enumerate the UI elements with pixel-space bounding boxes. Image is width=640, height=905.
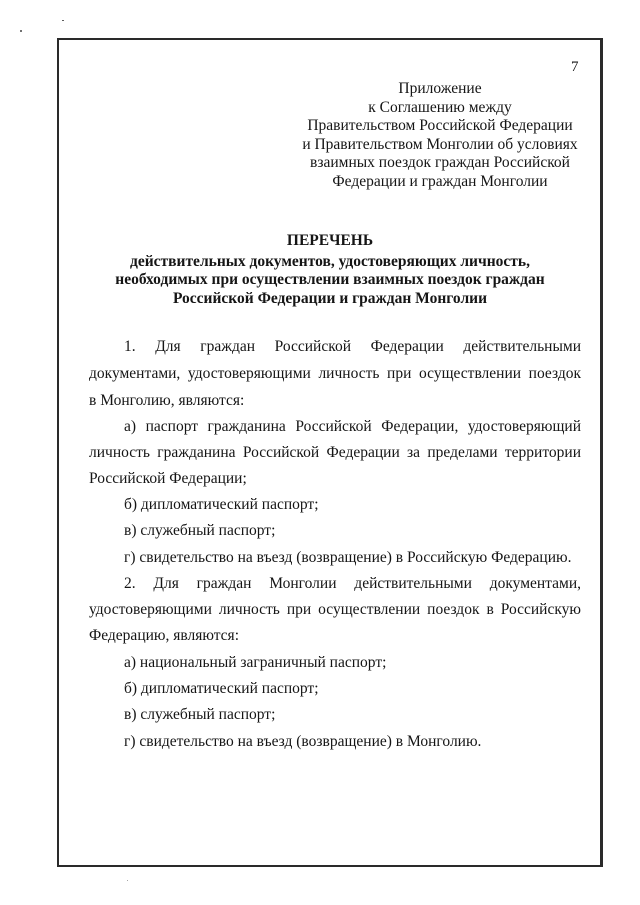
scan-speck bbox=[127, 880, 128, 881]
list-item-2b: б) дипломатический паспорт; bbox=[124, 680, 319, 697]
list-item-1c: в) служебный паспорт; bbox=[124, 522, 276, 539]
scan-speck bbox=[20, 30, 22, 32]
appendix-line: взаимных поездок граждан Российской bbox=[310, 154, 570, 171]
paragraph-2-line: 2. Для граждан Монголии действительными документами, bbox=[124, 575, 581, 592]
list-item-1d: г) свидетельство на въезд (возвращение) в Российскую Федерацию. bbox=[124, 549, 572, 566]
appendix-header bbox=[270, 80, 610, 191]
document-subtitle-line: действительных документов, удостоверяющих личность, bbox=[130, 252, 530, 270]
paragraph-2-line: удостоверяющими личность при осуществлении поездок в Российскую bbox=[89, 601, 581, 618]
list-item-1b: б) дипломатический паспорт; bbox=[124, 496, 319, 513]
page-number: 7 bbox=[571, 59, 579, 75]
paragraph-1-line: 1. Для граждан Российской Федерации действительными bbox=[124, 338, 581, 355]
appendix-line: и Правительством Монголии об условиях bbox=[302, 135, 578, 153]
list-item-1a-cont: личность гражданина Российской Федерации за пределами территории bbox=[89, 444, 581, 461]
paragraph-1-line: документами, удостоверяющими личность при осуществлении поездок bbox=[89, 365, 581, 382]
document-title: ПЕРЕЧЕНЬ bbox=[286, 232, 374, 249]
document-heading bbox=[80, 232, 580, 308]
list-item-1a-cont: Российской Федерации; bbox=[89, 470, 247, 487]
appendix-line: Федерации и граждан Монголии bbox=[332, 172, 548, 190]
appendix-line: к Соглашению между bbox=[368, 98, 512, 116]
scan-speck bbox=[62, 20, 64, 21]
list-item-1a: а) паспорт гражданина Российской Федерации, удостоверяющий bbox=[124, 418, 581, 435]
document-subtitle-line: Российской Федерации и граждан Монголии bbox=[172, 289, 488, 307]
appendix-line: Приложение bbox=[398, 80, 482, 97]
list-item-2d: г) свидетельство на въезд (возвращение) в Монголию. bbox=[124, 733, 482, 750]
list-item-2a: а) национальный заграничный паспорт; bbox=[124, 654, 387, 671]
document-subtitle-line: необходимых при осуществлении взаимных поездок граждан bbox=[115, 271, 545, 288]
paragraph-2-line: Федерацию, являются: bbox=[89, 627, 239, 644]
paragraph-1-line: в Монголию, являются: bbox=[89, 392, 245, 409]
appendix-line: Правительством Российской Федерации bbox=[307, 117, 573, 134]
list-item-2c: в) служебный паспорт; bbox=[124, 706, 276, 723]
